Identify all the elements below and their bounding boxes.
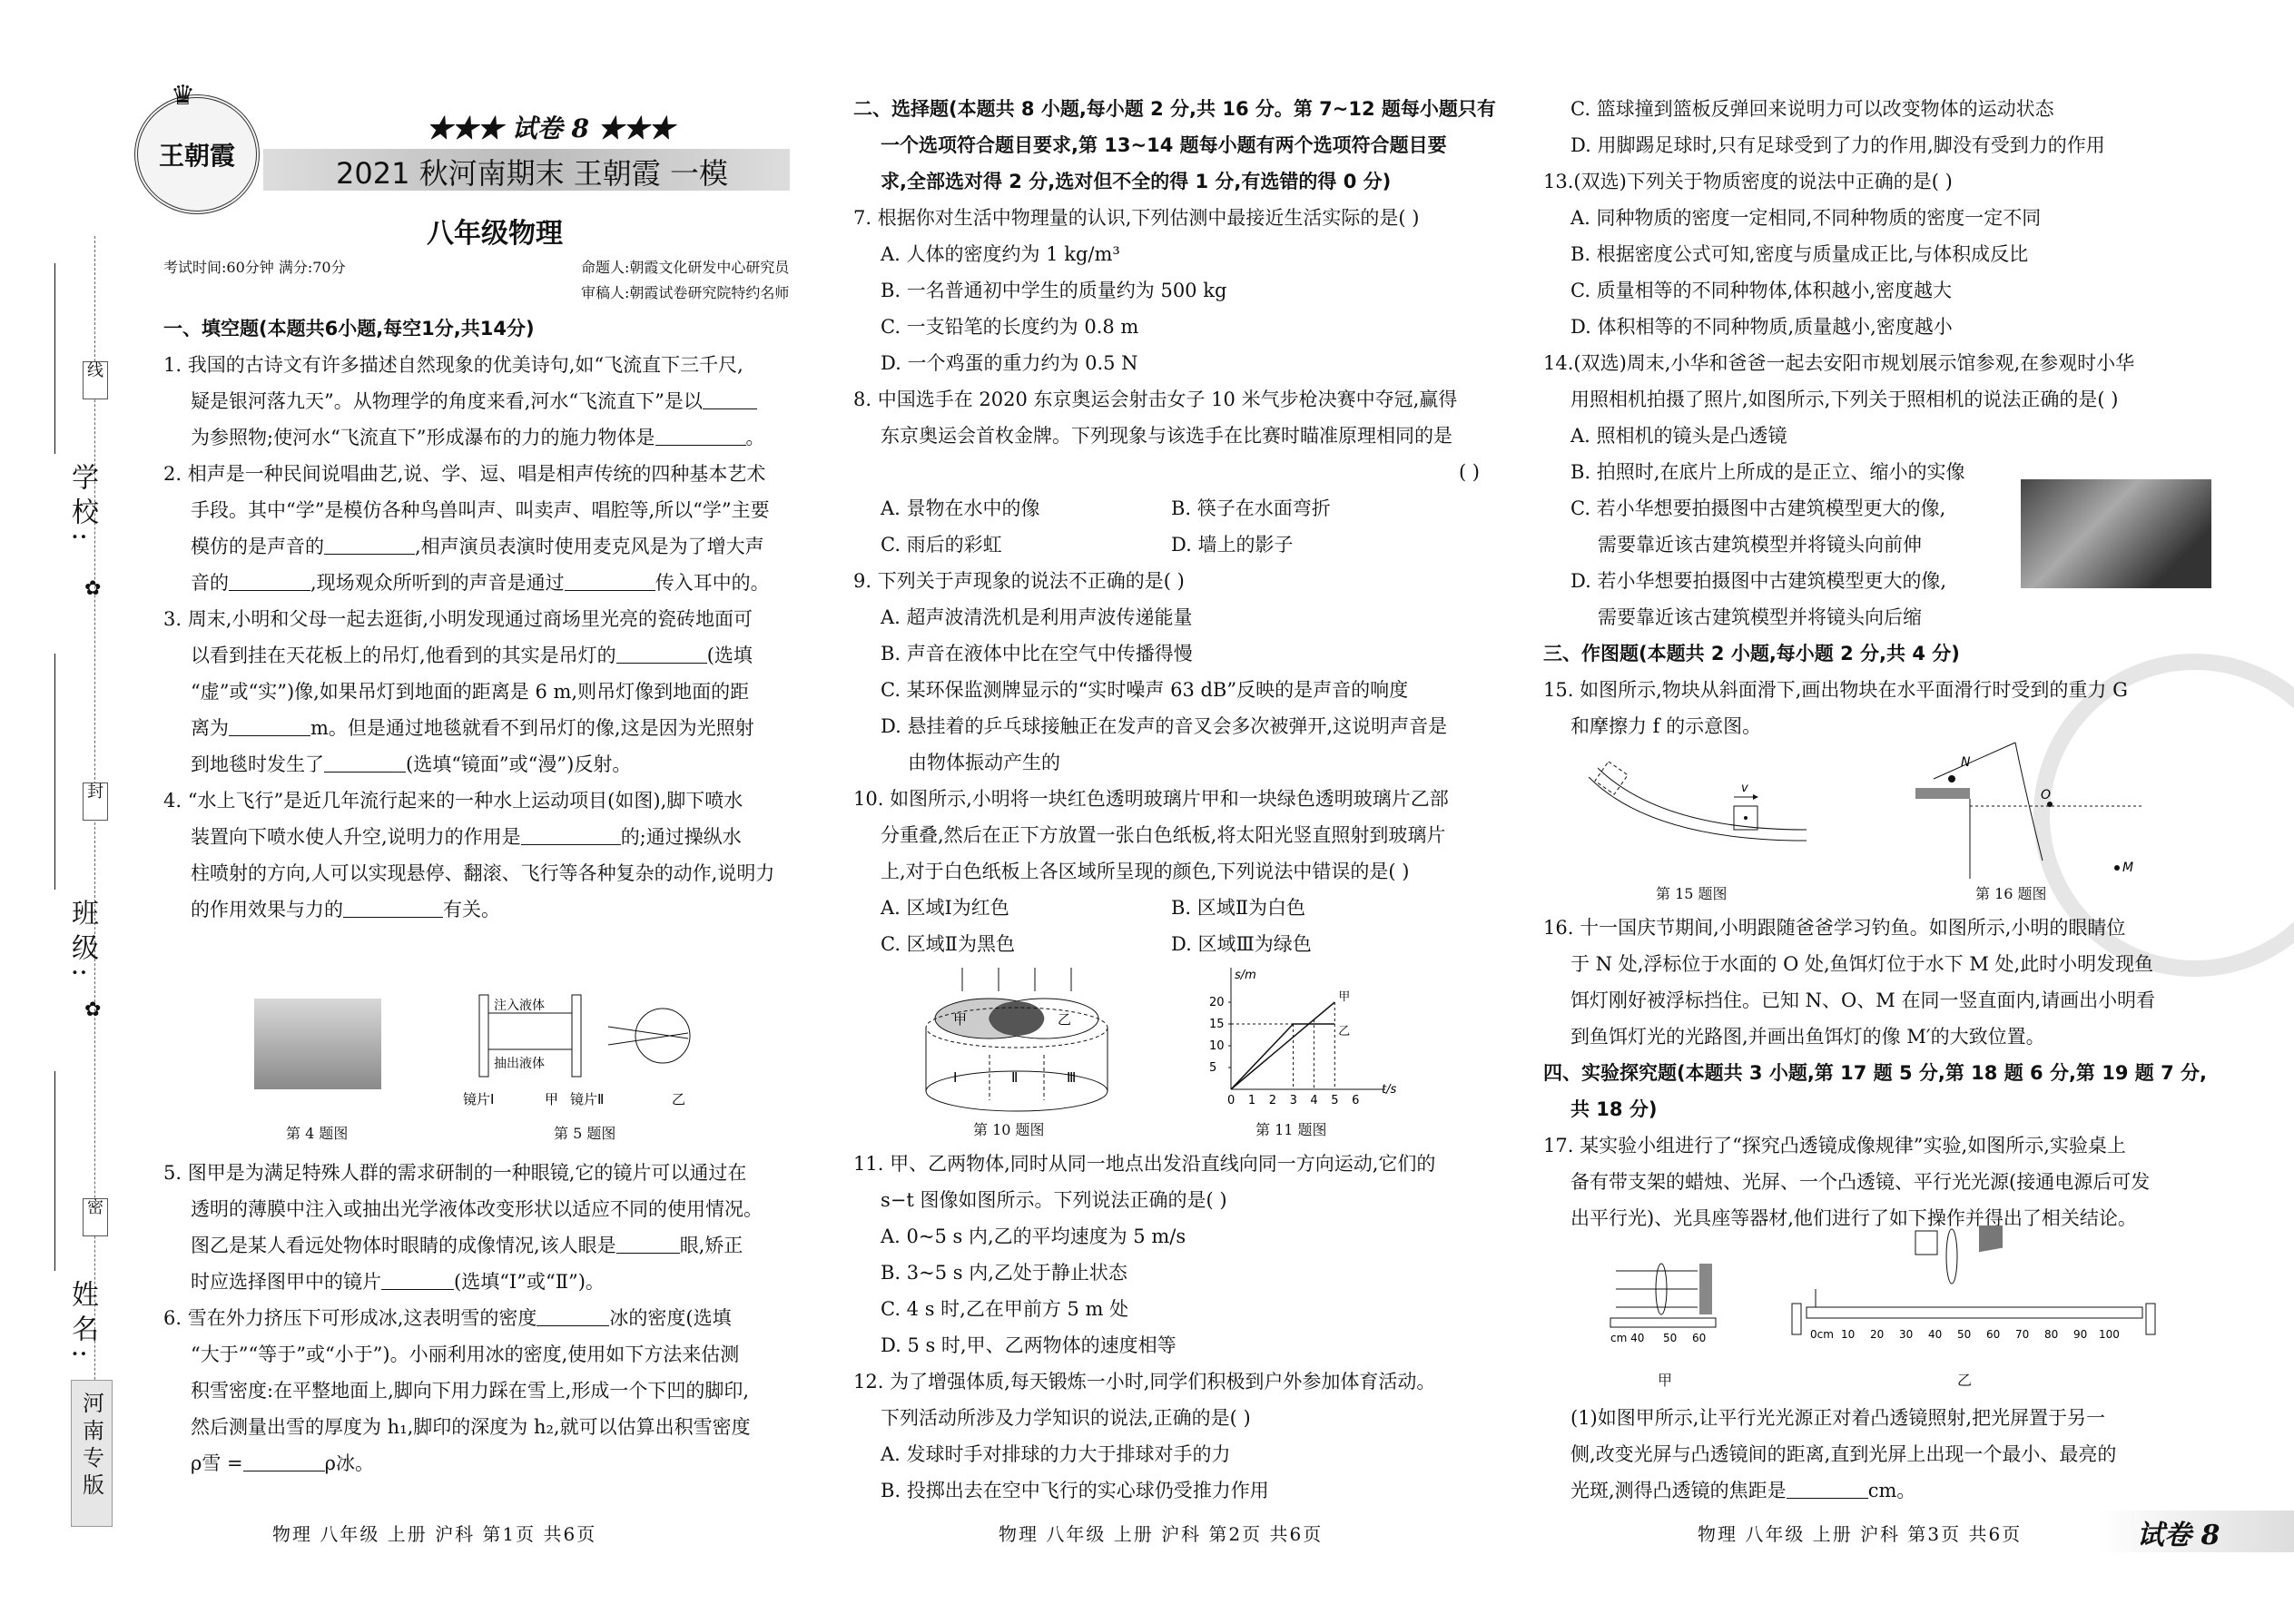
q11-option: A. 0~5 s 内,乙的平均速度为 5 m/s [881,1225,1186,1247]
q3-line: “虚”或“实”)像,如果吊灯到地面的距离是 6 m,则吊灯像到地面的距 [191,681,750,703]
q14-option: 需要靠近该古建筑模型并将镜头向前伸 [1598,534,1922,556]
fig15-caption: 第 15 题图 [1656,885,1728,902]
q5-line: 5. 图甲是为满足特殊人群的需求研制的一种眼镜,它的镜片可以通过在 [163,1162,747,1184]
q10-stem: 上,对于白色纸板上各区域所呈现的颜色,下列说法中错误的是( ) [881,861,1410,882]
q7-stem: 7. 根据你对生活中物理量的认识,下列估测中最接近生活实际的是( ) [853,207,1420,229]
q1-line: 1. 我国的古诗文有许多描述自然现象的优美诗句,如“飞流直下三千尺, [163,354,743,376]
q15-stem: 和摩擦力 f 的示意图。 [1570,715,1762,737]
q15-stem: 15. 如图所示,物块从斜面滑下,画出物块在水平面滑行时受到的重力 G [1543,679,2128,701]
section-2-heading: 求,全部选对得 2 分,选对但不全的得 1 分,有选错的得 0 分) [881,171,1392,192]
q14-option: B. 拍照时,在底片上所成的是正立、缩小的实像 [1570,461,1965,483]
page-footer-2: 物理 八年级 上册 沪科 第2页 共6页 [999,1523,1324,1545]
fig4-photo [254,999,381,1089]
q16-stem: 于 N 处,浮标位于水面的 O 处,鱼饵灯位于水下 M 处,此时小明发现鱼 [1570,953,2154,975]
q17-part1: 光斑,测得凸透镜的焦距是 cm。 [1570,1480,1916,1501]
q8-stem: 8. 中国选手在 2020 东京奥运会射击女子 10 米气步枪决赛中夺冠,赢得 [853,389,1458,410]
class-blank [54,654,55,890]
author-2: 审稿人:朝霞试卷研究院特约名师 [581,284,790,301]
q14-option: 需要靠近该古建筑模型并将镜头向后缩 [1598,606,1922,628]
q16-stem: 到鱼饵灯光的光路图,并画出鱼饵灯的像 M′的大致位置。 [1570,1026,2045,1048]
crown-icon: ♛ [171,80,195,112]
binding-mark-secret: 密 [83,1198,108,1236]
q8-stem: 东京奥运会首枚金牌。下列现象与该选手在比赛时瞄准原理相同的是 [881,425,1452,447]
q9-option: A. 超声波清洗机是利用声波传递能量 [881,606,1193,628]
svg-text:镜片Ⅰ: 镜片Ⅰ [463,1091,495,1107]
q7-option: B. 一名普通初中学生的质量约为 500 kg [881,280,1227,301]
time-info: 考试时间:60分钟 满分:70分 [163,259,346,276]
svg-text:30: 30 [1899,1328,1914,1341]
y-tick-label: 15 [1209,1018,1225,1031]
q14-option: C. 若小华想要拍摄图中古建筑模型更大的像, [1570,497,1946,519]
q5-line: 图乙是某人看远处物体时眼睛的成像情况,该人眼是 眼,矫正 [191,1235,743,1256]
svg-text:10: 10 [1841,1328,1856,1341]
q10-options: A. 区域Ⅰ为红色 B. 区域Ⅱ为白色 [881,897,1306,919]
svg-text:乙: 乙 [672,1091,686,1107]
q3-line: 以看到挂在天花板上的吊灯,他看到的其实是吊灯的 (选填 [191,645,753,666]
q11-option: C. 4 s 时,乙在甲前方 5 m 处 [881,1298,1129,1320]
q11-stem: s−t 图像如图所示。下列说法正确的是( ) [881,1189,1227,1211]
section-4-heading: 四、实验探究题(本题共 3 小题,第 17 题 5 分,第 18 题 6 分,第 19 题 7 分, [1543,1062,2207,1084]
y-tick-label: 10 [1209,1039,1225,1053]
series-line-乙 [1231,1024,1334,1089]
q11-option: B. 3~5 s 内,乙处于静止状态 [881,1262,1127,1284]
region-label: 河南专版 [78,1392,104,1501]
q2-line: 模仿的是声音的 ,相声演员表演时使用麦克风是为了增大声 [191,536,764,557]
q13-option: A. 同种物质的密度一定相同,不同种物质的密度一定不同 [1570,207,2042,229]
author-1: 命题人:朝霞文化研发中心研究员 [581,259,790,276]
q8-options: A. 景物在水中的像 B. 筷子在水面弯折 [881,497,1331,519]
svg-text:60: 60 [1986,1328,2001,1341]
column-1 [163,310,826,928]
q3-line: 3. 周末,小明和父母一起去逛街,小明发现通过商场里光亮的瓷砖地面可 [163,608,753,630]
y-tick-label: 5 [1209,1061,1217,1075]
x-tick-label: 6 [1352,1094,1360,1107]
q12-option: A. 发球时手对排球的力大于排球对手的力 [881,1443,1231,1465]
svg-text:甲: 甲 [545,1091,559,1107]
q4-line: 装置向下喷水使人升空,说明力的作用是 的;通过操纵水 [191,826,742,848]
q5-line: 透明的薄膜中注入或抽出光学液体改变形状以适应不同的使用情况。 [191,1198,763,1220]
section-1-heading: 一、填空题(本题共6小题,每空1分,共14分) [163,318,535,340]
q9-option: D. 悬挂着的乒乓球接触正在发声的音叉会多次被弹开,这说明声音是 [881,715,1448,737]
svg-text:100: 100 [2099,1328,2120,1341]
series-line-甲 [1231,1002,1334,1089]
q2-line: 手段。其中“学”是模仿各种鸟兽叫声、叫卖声、唱腔等,所以“学”主要 [191,499,770,521]
svg-text:cm 40: cm 40 [1610,1332,1645,1343]
brand-logo [134,94,260,214]
fig17a-diagram [1607,1253,1725,1343]
q17-stem: 出平行光)、光具座等器材,他们进行了如下操作并得出了相关结论。 [1570,1207,2137,1229]
q12-stem: 下列活动所涉及力学知识的说法,正确的是( ) [881,1407,1251,1429]
q2-line: 2. 相声是一种民间说唱曲艺,说、学、逗、唱是相声传统的四种基本艺术 [163,463,766,485]
name-label: 姓名: [66,1280,98,1366]
column-2-lower [853,1146,1516,1509]
q12-stem: 12. 为了增强体质,每天锻炼一小时,同学们积极到户外参加体育活动。 [853,1371,1436,1393]
x-tick-label: 2 [1268,1094,1276,1107]
q7-option: D. 一个鸡蛋的重力约为 0.5 N [881,352,1138,374]
svg-text:N: N [1961,755,1971,770]
q8-paren: ( ) [1458,461,1480,483]
q7-option: C. 一支铅笔的长度约为 0.8 m [881,316,1139,338]
q12-option: B. 投掷出去在空中飞行的实心球仍受推力作用 [881,1480,1269,1501]
q12-option: C. 篮球撞到篮板反弹回来说明力可以改变物体的运动状态 [1570,98,2054,120]
region-badge [71,1380,113,1527]
svg-text:90: 90 [2073,1328,2088,1341]
column-2 [853,91,1516,962]
section-3-heading: 三、作图题(本题共 2 小题,每小题 2 分,共 4 分) [1543,643,1960,664]
svg-text:80: 80 [2044,1328,2059,1341]
svg-text:M: M [2122,861,2134,875]
q3-line: 到地毯时发生了 (选填“镜面”或“漫”)反射。 [191,753,632,775]
name-blank [54,1071,55,1271]
q10-options: C. 区域Ⅱ为黑色 D. 区域Ⅲ为绿色 [881,933,1312,955]
q12-option: D. 用脚踢足球时,只有足球受到了力的作用,脚没有受到力的作用 [1570,134,2105,156]
logo-text: 王朝霞 [158,141,235,171]
svg-text:40: 40 [1928,1328,1943,1341]
fig17b-caption: 乙 [1957,1372,1973,1389]
fig16-caption: 第 16 题图 [1975,885,2047,902]
paper-number: 试卷 8 [2137,1520,2220,1551]
fig10-diagram [917,964,1117,1118]
q9-option: 由物体振动产生的 [908,752,1060,773]
svg-text:Ⅱ: Ⅱ [1011,1069,1019,1086]
q10-stem: 分重叠,然后在正下方放置一张白色纸板,将太阳光竖直照射到玻璃片 [881,824,1446,846]
q1-line: 为参照物;使河水“飞流直下”形成瀑布的力的施力物体是 。 [191,427,765,448]
x-tick-label: 3 [1289,1094,1297,1107]
fig16-diagram [1915,733,2151,879]
section-4-heading: 共 18 分) [1570,1098,1658,1120]
section-2-heading: 二、选择题(本题共 8 小题,每小题 2 分,共 16 分。第 7~12 题每小题只有 [853,98,1496,120]
x-tick-label: 1 [1247,1094,1256,1107]
q6-line: 积雪密度:在平整地面上,脚向下用力踩在雪上,形成一个下凹的脚印, [191,1380,750,1402]
q14-stem: 用照相机拍摄了照片,如图所示,下列关于照相机的说法正确的是( ) [1570,389,2119,410]
fig11-caption: 第 11 题图 [1255,1121,1327,1138]
q14-option: A. 照相机的镜头是凸透镜 [1570,425,1787,447]
q6-line: ρ雪 = ρ冰。 [191,1452,374,1474]
q1-line: 疑是银河落九天”。从物理学的角度来看,河水“飞流直下”是以 [163,383,826,419]
svg-text:50: 50 [1957,1328,1972,1341]
svg-text:20: 20 [1870,1328,1885,1341]
q14-option: D. 若小华想要拍摄图中古建筑模型更大的像, [1570,570,1947,592]
q13-option: D. 体积相等的不同种物质,质量越小,密度越小 [1570,316,1953,338]
svg-text:抽出液体: 抽出液体 [494,1057,545,1071]
svg-text:0cm: 0cm [1810,1328,1834,1341]
series-label: 乙 [1338,1025,1351,1038]
x-tick-label: 0 [1227,1094,1236,1107]
svg-text:50: 50 [1663,1332,1678,1343]
column-3 [1543,91,2233,744]
q4-line: 4. “水上飞行”是近几年流行起来的一种水上运动项目(如图),脚下喷水 [163,790,743,812]
q17-stem: 备有带支架的蜡烛、光屏、一个凸透镜、平行光光源(接通电源后可发 [1570,1171,2151,1193]
exam-title: 2021 秋河南期末 王朝霞 一模 [336,156,728,191]
q6-line: “大于”“等于”或“小于”)。小丽利用冰的密度,使用如下方法来估测 [191,1343,740,1365]
svg-text:乙: 乙 [1058,1011,1072,1028]
q16-stem: 16. 十一国庆节期间,小明跟随爸爸学习钓鱼。如图所示,小明的眼睛位 [1543,917,2126,939]
series-label: 甲 [1338,990,1351,1004]
q9-option: B. 声音在液体中比在空气中传播得慢 [881,643,1193,664]
fig17b-diagram [1779,1225,2161,1343]
subject-title: 八年级物理 [427,218,563,250]
q6-line: 6. 雪在外力挤压下可形成冰,这表明雪的密度 冰的密度(选填 [163,1307,732,1329]
fig5-diagram [463,986,699,1113]
paper-tag: ★★★ 试卷 8 ★★★ [427,113,674,143]
svg-text:Ⅰ: Ⅰ [953,1069,958,1086]
fig10-caption: 第 10 题图 [973,1121,1045,1138]
q9-option: C. 某环保监测牌显示的“实时噪声 63 dB”反映的是声音的响度 [881,679,1409,701]
q17-part1: (1)如图甲所示,让平行光光源正对着凸透镜照射,把光屏置于另一 [1570,1407,2106,1429]
svg-text:70: 70 [2015,1328,2030,1341]
fig15-diagram [1580,759,1816,850]
q8-options: C. 雨后的彩虹 D. 墙上的影子 [881,534,1294,556]
q7-option: A. 人体的密度约为 1 kg/m³ [881,243,1120,265]
q13-stem: 13.(双选)下列关于物质密度的说法中正确的是( ) [1543,171,1953,192]
column-3-lower [1543,910,2233,1236]
svg-text:60: 60 [1692,1332,1707,1343]
svg-text:Ⅲ: Ⅲ [1067,1069,1077,1086]
school-blank [54,263,55,454]
svg-text:甲: 甲 [953,1011,968,1028]
q11-stem: 11. 甲、乙两物体,同时从同一地点出发沿直线向同一方向运动,它们的 [853,1153,1436,1175]
page-footer-3: 物理 八年级 上册 沪科 第3页 共6页 [1698,1523,2023,1545]
q5-line: 时应选择图甲中的镜片 (选填“Ⅰ”或“Ⅱ”)。 [191,1271,605,1293]
fig11-chart [1198,962,1398,1117]
svg-text:镜片Ⅱ: 镜片Ⅱ [570,1091,605,1107]
flower-icon: ✿ [84,999,102,1021]
q16-stem: 饵灯刚好被浮标挡住。已知 N、O、M 在同一竖直面内,请画出小明看 [1570,989,2156,1011]
column-3-bottom [1543,1400,2233,1509]
q14-photo [2021,479,2211,588]
q14-stem: 14.(双选)周末,小华和爸爸一起去安阳市规划展示馆参观,在参观时小华 [1543,352,2135,374]
q17-stem: 17. 某实验小组进行了“探究凸透镜成像规律”实验,如图所示,实验桌上 [1543,1135,2126,1156]
x-axis-label: t/s [1382,1083,1397,1097]
q17-part1: 侧,改变光屏与凸透镜间的距离,直到光屏上出现一个最小、最亮的 [1570,1443,2117,1465]
fig5-caption: 第 5 题图 [554,1125,616,1142]
class-label: 班级: [66,899,98,985]
svg-text:注入液体: 注入液体 [494,999,545,1013]
column-1-lower [163,1155,826,1481]
q4-line: 的作用效果与力的 有关。 [191,899,500,920]
binding-mark-line: 线 [83,361,108,399]
q13-option: C. 质量相等的不同种物体,体积越小,密度越大 [1570,280,1953,301]
x-tick-label: 4 [1310,1094,1318,1107]
q4-line: 柱喷射的方向,人可以实现悬停、翻滚、飞行等各种复杂的动作,说明力 [191,862,775,884]
binding-mark-seal: 封 [83,782,108,821]
school-label: 学校: [66,463,98,549]
q13-option: B. 根据密度公式可知,密度与质量成正比,与体积成反比 [1570,243,2029,265]
page-footer-1: 物理 八年级 上册 沪科 第1页 共6页 [272,1523,597,1545]
y-axis-label: s/m [1235,969,1256,982]
fig4-caption: 第 4 题图 [286,1125,349,1142]
y-tick-label: 20 [1209,996,1225,1009]
flower-icon: ✿ [84,577,102,600]
q6-line: 然后测量出雪的厚度为 h₁,脚印的深度为 h₂,就可以估算出积雪密度 [191,1416,751,1438]
section-2-heading: 一个选项符合题目要求,第 13~14 题每小题有两个选项符合题目要 [881,134,1447,156]
q9-stem: 9. 下列关于声现象的说法不正确的是( ) [853,570,1185,592]
fig17a-caption: 甲 [1658,1372,1673,1389]
q10-stem: 10. 如图所示,小明将一块红色透明玻璃片甲和一块绿色透明玻璃片乙部 [853,788,1449,810]
svg-text:O: O [2041,788,2052,802]
q3-line: 离为 m。但是通过地毯就看不到吊灯的像,这是因为光照射 [191,717,754,739]
x-tick-label: 5 [1331,1094,1339,1107]
q2-line: 音的 ,现场观众所听到的声音是通过 传入耳中的。 [191,572,770,594]
q11-option: D. 5 s 时,甲、乙两物体的速度相等 [881,1334,1177,1356]
svg-text:v: v [1741,782,1748,795]
